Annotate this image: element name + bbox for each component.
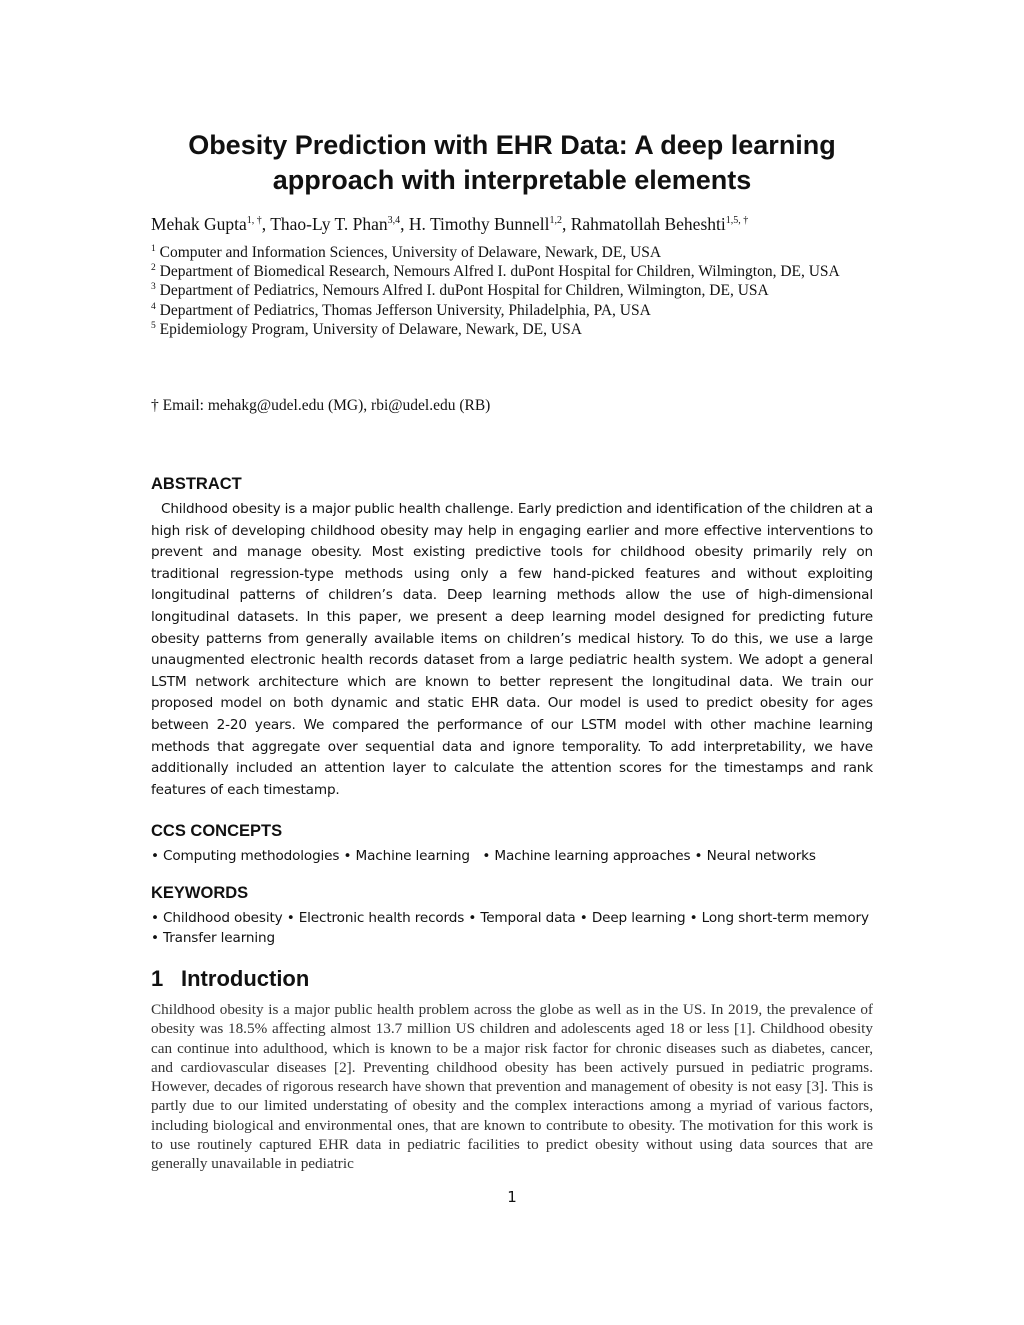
introduction-text: Childhood obesity is a major public health problem across the globe as well as in the US. In 2019, the prevalence of obesity was 18.5% affecting almost 13.7 million US children and adolescents aged 18 or less [1]. Childhood obesity can continue into adulthood, which is known to be a major risk factor for chronic diseases such as diabetes, cancer, and cardiovascular diseases [2]. Preventing childhood obesity has been actively pursued in pediatric programs. However, decades of rigorous research have shown that prevention and management of obesity is not easy [3]. This is partly due to our limited understating of obesity and the complex interactions among a myriad of various factors, including biological and environmental ones, that are known to contribute to obesity. The motivation for this work is to use routinely captured EHR data in pediatric facilities to predict obesity without using data sources that are generally unavailable in pediatric xyxy=(151,1001,873,1173)
keywords-text: • Childhood obesity • Electronic health records • Temporal data • Deep learning • Long short-term memory • Transfer learning xyxy=(151,910,869,946)
affiliation-text: Epidemiology Program, University of Delaware, Newark, DE, USA xyxy=(159,320,582,338)
author-name: Rahmatollah Beheshti xyxy=(570,214,726,234)
abstract-heading: ABSTRACT xyxy=(151,475,242,493)
section-title: Introduction xyxy=(181,966,310,991)
affiliation-number: 1 xyxy=(151,244,156,254)
author-separator: , xyxy=(261,214,271,234)
affiliation-text: Department of Biomedical Research, Nemours Alfred I. duPont Hospital for Children, Wilmington, DE, USA xyxy=(159,263,840,281)
affiliation-text: Computer and Information Sciences, University of Delaware, Newark, DE, USA xyxy=(159,244,662,261)
title-line-2: approach with interpretable elements xyxy=(272,165,752,195)
keywords-heading: KEYWORDS xyxy=(151,884,249,902)
abstract-text: Childhood obesity is a major public health challenge. Early prediction and identification of the children at a high risk of developing childhood obesity may help in engaging earlier and more effective interventions to prevent and manage obesity. Most existing predictive tools for childhood obesity primarily rely on traditional regression-type methods using only a few hand-picked features and without exploiting longitudinal patterns of children’s data. Deep learning methods allow the use of high-dimensional longitudinal datasets. In this paper, we present a deep learning model designed for predicting future obesity patterns from generally available items on children’s medical history. To do this, we use a large unaugmented electronic health records dataset from a large pediatric health system. We adopt a general LSTM network architecture which are known to better represent the longitudinal data. We train our proposed model on both dynamic and static EHR data. Our model is used to predict obesity for ages between 2-20 years. We compared the performance of our LSTM model with other machine learning methods that aggregate over sequential data and ignore temporality. To add interpretability, we have additionally included an attention layer to calculate the attention scores for the timestamps and rank features of each timestamp. xyxy=(151,501,873,798)
affiliation xyxy=(151,301,873,320)
author-separator: , xyxy=(561,214,571,234)
author-name: Thao-Ly T. Phan xyxy=(270,214,388,234)
affiliation-number: 3 xyxy=(151,282,156,293)
author-affiliation-marker: 1,5, † xyxy=(725,215,749,226)
affiliation-number: 4 xyxy=(151,301,156,312)
ccs-concepts-text: • Computing methodologies • Machine learning • Machine learning approaches • Neural networks xyxy=(151,848,816,864)
affiliation-list xyxy=(151,243,873,339)
author-list xyxy=(151,213,873,235)
page-number: 1 xyxy=(507,1188,517,1206)
ccs-concepts-heading: CCS CONCEPTS xyxy=(151,822,283,840)
paper-title xyxy=(151,128,873,198)
affiliation xyxy=(151,320,873,339)
affiliation-number: 5 xyxy=(151,320,156,331)
author-affiliation-marker: 1,2 xyxy=(549,215,562,226)
affiliation-number: 2 xyxy=(151,263,156,274)
introduction-heading xyxy=(151,965,873,993)
author-name: H. Timothy Bunnell xyxy=(408,214,550,234)
affiliation xyxy=(151,243,873,262)
author-separator: , xyxy=(400,214,409,234)
affiliation-text: Department of Pediatrics, Nemours Alfred I. duPont Hospital for Children, Wilmington, DE, USA xyxy=(159,282,769,300)
author-name: Mehak Gupta xyxy=(151,214,247,234)
corresponding-email: † Email: mehakg@udel.edu (MG), rbi@udel.edu (RB) xyxy=(151,397,491,414)
affiliation xyxy=(151,262,873,281)
author-affiliation-marker: 3,4 xyxy=(387,215,401,226)
affiliation xyxy=(151,281,873,300)
section-number: 1 xyxy=(151,966,164,991)
title-line-1: Obesity Prediction with EHR Data: A deep learning xyxy=(188,130,836,160)
author-affiliation-marker: 1, † xyxy=(246,215,262,226)
affiliation-text: Department of Pediatrics, Thomas Jefferson University, Philadelphia, PA, USA xyxy=(159,301,651,319)
